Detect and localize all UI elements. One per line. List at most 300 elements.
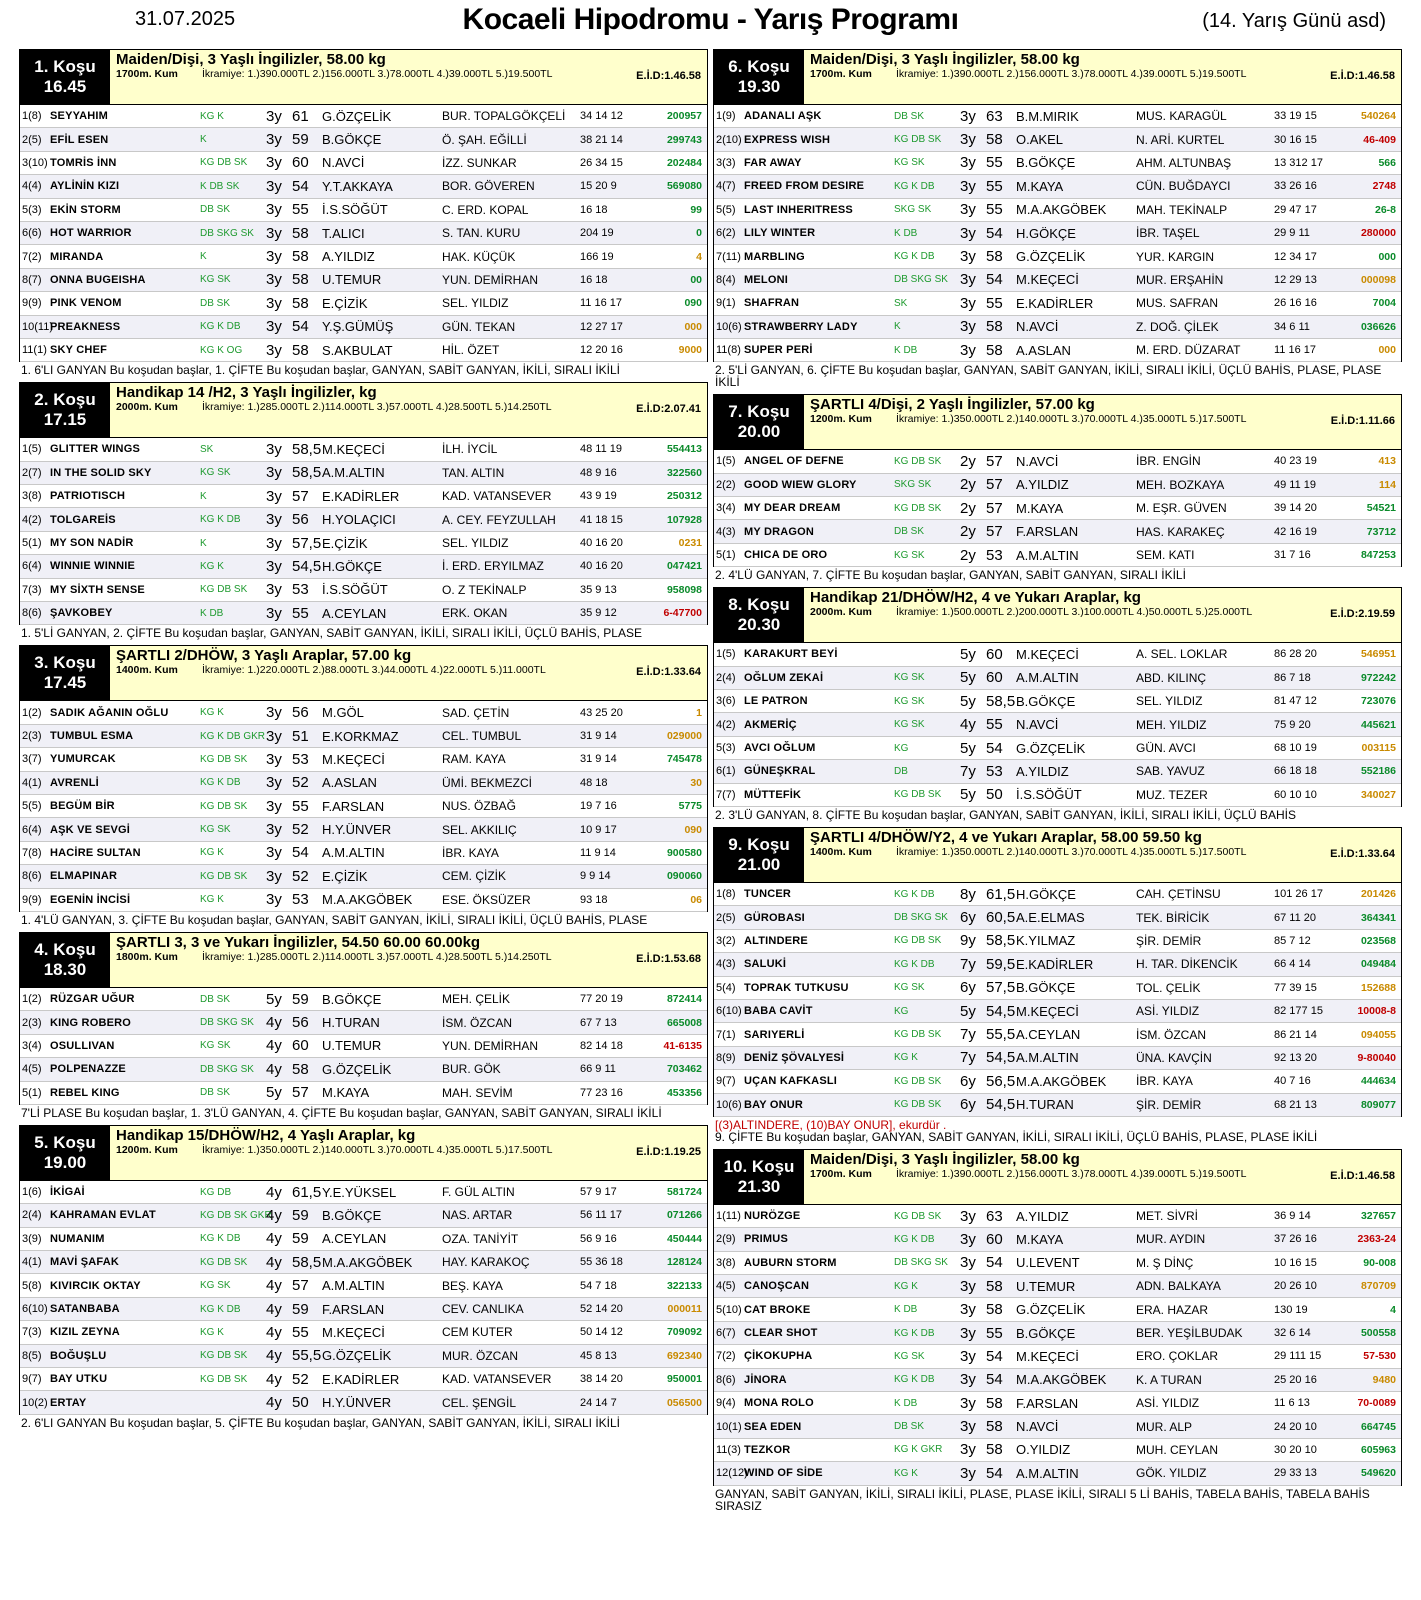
stats: 31 7 16 bbox=[1274, 549, 1311, 562]
weight: 53 bbox=[292, 581, 309, 599]
equipment: KG K bbox=[200, 560, 224, 572]
horse-row[interactable] bbox=[20, 339, 707, 362]
horse-name[interactable]: RÜZGAR UĞUR bbox=[50, 993, 135, 1006]
horse-name[interactable]: AUBURN STORM bbox=[744, 1256, 837, 1269]
horse-row[interactable] bbox=[20, 128, 707, 151]
race-title: Handikap 15/DHÖW/H2, 4 Yaşlı Araplar, kg bbox=[116, 1126, 416, 1144]
horse-row[interactable] bbox=[20, 485, 707, 508]
horse-name[interactable]: MELONI bbox=[744, 273, 788, 286]
horse-name[interactable]: YUMURCAK bbox=[50, 753, 116, 766]
race-prize: İkramiye: 1.)220.000TL 2.)88.000TL 3.)44.000TL 4.)22.000TL 5.)11.000TL bbox=[202, 664, 546, 677]
trainer: ERK. OKAN bbox=[442, 606, 508, 621]
horse-row[interactable] bbox=[20, 222, 707, 245]
horse-name[interactable]: ADANALI AŞK bbox=[744, 110, 822, 123]
horse-row[interactable] bbox=[20, 152, 707, 175]
horse-age: 3y bbox=[960, 1464, 976, 1482]
horse-name[interactable]: MY DRAGON bbox=[744, 525, 815, 538]
horse-name[interactable]: LILY WINTER bbox=[744, 227, 816, 240]
horse-name[interactable]: PATRIOTISCH bbox=[50, 490, 126, 503]
horse-row[interactable] bbox=[20, 795, 707, 818]
horse-name[interactable]: CHICA DE ORO bbox=[744, 549, 828, 562]
horse-row[interactable] bbox=[20, 1058, 707, 1081]
horse-number: 5(3) bbox=[716, 742, 736, 754]
horse-name[interactable]: UÇAN KAFKASLI bbox=[744, 1075, 838, 1088]
stats: 41 18 15 bbox=[580, 513, 623, 526]
horse-name[interactable]: TOLGAREİS bbox=[50, 513, 116, 526]
horse-number: 5(10) bbox=[716, 1303, 742, 1316]
form-code: 000 bbox=[684, 320, 702, 333]
horse-name[interactable]: SEYYAHIM bbox=[50, 110, 109, 123]
race-bet-note bbox=[19, 1105, 708, 1119]
horse-row[interactable] bbox=[714, 339, 1401, 362]
horse-row[interactable] bbox=[20, 701, 707, 724]
horse-row[interactable] bbox=[714, 1415, 1401, 1438]
horse-name[interactable]: İKİGAİ bbox=[50, 1186, 85, 1199]
weight: 61,5 bbox=[986, 885, 1016, 903]
jockey: E.ÇİZİK bbox=[322, 295, 368, 311]
equipment: KG K bbox=[894, 1280, 918, 1292]
horse-row[interactable] bbox=[714, 977, 1401, 1000]
horse-row[interactable] bbox=[20, 772, 707, 795]
horse-row[interactable] bbox=[714, 1070, 1401, 1093]
form-code: 128124 bbox=[666, 1256, 702, 1269]
race-meta bbox=[116, 951, 701, 964]
horse-row[interactable] bbox=[714, 643, 1401, 666]
horse-number: 8(9) bbox=[716, 1051, 736, 1064]
horse-name[interactable]: ALTINDERE bbox=[744, 934, 808, 947]
form-code: 745478 bbox=[666, 753, 702, 766]
horse-row[interactable] bbox=[714, 474, 1401, 497]
horse-name[interactable]: SEA EDEN bbox=[744, 1420, 802, 1433]
horse-age: 3y bbox=[960, 1277, 976, 1295]
horse-row[interactable] bbox=[714, 1462, 1401, 1485]
horse-name[interactable]: MY DEAR DREAM bbox=[744, 502, 841, 515]
horse-name[interactable]: ERTAY bbox=[50, 1396, 87, 1409]
horse-row[interactable] bbox=[714, 269, 1401, 292]
race-record-time: E.İ.D:2.07.41 bbox=[636, 403, 701, 416]
horse-row[interactable] bbox=[714, 1298, 1401, 1321]
horse-name[interactable]: HACİRE SULTAN bbox=[50, 846, 141, 859]
horse-name[interactable]: CANOŞCAN bbox=[744, 1280, 810, 1293]
stats: 12 20 16 bbox=[580, 344, 623, 357]
horse-row[interactable] bbox=[20, 508, 707, 531]
horse-name[interactable]: EKİN STORM bbox=[50, 203, 121, 216]
horse-row[interactable] bbox=[20, 199, 707, 222]
form-code: 000 bbox=[1378, 250, 1396, 263]
horse-row[interactable] bbox=[20, 292, 707, 315]
stats: 29 47 17 bbox=[1274, 203, 1317, 216]
horse-name[interactable]: MY SİXTH SENSE bbox=[50, 583, 145, 596]
horse-name[interactable]: BAY UTKU bbox=[50, 1373, 108, 1386]
horse-row[interactable] bbox=[714, 497, 1401, 520]
horse-row[interactable] bbox=[20, 1228, 707, 1251]
stats: 130 19 bbox=[1274, 1303, 1308, 1316]
bet-types: 2. 6'LI GANYAN Bu koşudan başlar, 5. ÇİFTE Bu koşudan başlar, GANYAN, SABİT GANYAN, İKİLİ, SIRALI İKİLİ bbox=[21, 1415, 620, 1430]
horse-row[interactable] bbox=[714, 1369, 1401, 1392]
horse-name[interactable]: SATANBABA bbox=[50, 1303, 120, 1316]
weight: 54,5 bbox=[986, 1002, 1016, 1020]
horse-row[interactable] bbox=[20, 1181, 707, 1204]
horse-row[interactable] bbox=[20, 865, 707, 888]
horse-row[interactable] bbox=[714, 1205, 1401, 1228]
horse-row[interactable] bbox=[20, 1274, 707, 1297]
race-record-time: E.İ.D:1.33.64 bbox=[636, 666, 701, 679]
form-code: 000 bbox=[1378, 344, 1396, 357]
horse-name[interactable]: MIRANDA bbox=[50, 250, 104, 263]
horse-row[interactable] bbox=[714, 292, 1401, 315]
horse-name[interactable]: STRAWBERRY LADY bbox=[744, 320, 858, 333]
horse-name[interactable]: IN THE SOLID SKY bbox=[50, 466, 152, 479]
horse-row[interactable] bbox=[20, 1298, 707, 1321]
jockey: E.ÇİZİK bbox=[322, 868, 368, 884]
horse-row[interactable] bbox=[20, 988, 707, 1011]
jockey: B.GÖKÇE bbox=[1016, 980, 1076, 996]
horse-row[interactable] bbox=[714, 667, 1401, 690]
horse-age: 3y bbox=[266, 154, 282, 172]
race-block bbox=[19, 382, 708, 639]
stats: 77 39 15 bbox=[1274, 981, 1317, 994]
horse-age: 5y bbox=[960, 669, 976, 687]
equipment: KG DB SK bbox=[894, 789, 942, 801]
horse-name[interactable]: SADIK AĞANIN OĞLU bbox=[50, 706, 169, 719]
equipment: KG DB SK bbox=[894, 935, 942, 947]
horse-name[interactable]: KIZIL ZEYNA bbox=[50, 1326, 120, 1339]
horse-name[interactable]: BAY ONUR bbox=[744, 1098, 804, 1111]
race-time: 20.30 bbox=[737, 615, 781, 635]
horse-row[interactable] bbox=[20, 555, 707, 578]
equipment: KG K DB bbox=[894, 958, 935, 970]
horse-name[interactable]: OĞLUM ZEKAİ bbox=[744, 671, 824, 684]
horse-row[interactable] bbox=[714, 1439, 1401, 1462]
stats: 86 21 14 bbox=[1274, 1028, 1317, 1041]
horse-row[interactable] bbox=[714, 1322, 1401, 1345]
horse-row[interactable] bbox=[20, 1204, 707, 1227]
horse-row[interactable] bbox=[714, 316, 1401, 339]
horse-name[interactable]: KIVIRCIK OKTAY bbox=[50, 1279, 141, 1292]
weight: 58 bbox=[292, 248, 309, 266]
jockey: A.M.ALTIN bbox=[322, 845, 385, 861]
form-code: 364341 bbox=[1360, 911, 1396, 924]
equipment: SKG SK bbox=[894, 479, 932, 491]
equipment: KG K bbox=[894, 1467, 918, 1479]
horse-row[interactable] bbox=[20, 889, 707, 912]
race-number-box bbox=[20, 1126, 110, 1180]
race-header bbox=[19, 645, 708, 701]
horse-name[interactable]: FREED FROM DESIRE bbox=[744, 180, 865, 193]
horse-name[interactable]: LAST INHERITRESS bbox=[744, 203, 853, 216]
horse-name[interactable]: NURÖZGE bbox=[744, 1210, 801, 1223]
horse-name[interactable]: CAT BROKE bbox=[744, 1303, 811, 1316]
race-prize: İkramiye: 1.)350.000TL 2.)140.000TL 3.)70.000TL 4.)35.000TL 5.)17.500TL bbox=[202, 1143, 553, 1156]
horse-name[interactable]: KING ROBERO bbox=[50, 1016, 132, 1029]
horse-name[interactable]: WIND OF SİDE bbox=[744, 1467, 823, 1480]
trainer: M. Ş DİNÇ bbox=[1136, 1255, 1194, 1270]
horse-name[interactable]: GÜROBASI bbox=[744, 911, 805, 924]
horse-row[interactable] bbox=[20, 1035, 707, 1058]
horse-row[interactable] bbox=[714, 544, 1401, 567]
stats: 43 9 19 bbox=[580, 490, 617, 503]
horse-row[interactable] bbox=[20, 1082, 707, 1105]
horse-row[interactable] bbox=[20, 1345, 707, 1368]
horse-name[interactable]: BOĞUŞLU bbox=[50, 1349, 107, 1362]
horse-row[interactable] bbox=[714, 906, 1401, 929]
horse-row[interactable] bbox=[714, 930, 1401, 953]
horse-age: 6y bbox=[960, 979, 976, 997]
race-record-time: E.İ.D:1.53.68 bbox=[636, 952, 701, 965]
horse-row[interactable] bbox=[20, 1368, 707, 1391]
horse-row[interactable] bbox=[714, 784, 1401, 807]
weight: 54 bbox=[292, 177, 309, 195]
horse-age: 3y bbox=[266, 604, 282, 622]
trainer: MUS. KARAGÜL bbox=[1136, 109, 1227, 124]
stats: 13 312 17 bbox=[1274, 156, 1323, 169]
stats: 166 19 bbox=[580, 250, 614, 263]
horse-name[interactable]: POLPENAZZE bbox=[50, 1063, 126, 1076]
equipment: KG K bbox=[894, 1052, 918, 1064]
horse-name[interactable]: WINNIE WINNIE bbox=[50, 560, 136, 573]
horse-number: 8(6) bbox=[22, 870, 42, 883]
horse-name[interactable]: PREAKNESS bbox=[50, 320, 121, 333]
horse-name[interactable]: PINK VENOM bbox=[50, 297, 122, 310]
horse-name[interactable]: SUPER PERİ bbox=[744, 344, 813, 357]
horse-row[interactable] bbox=[20, 1251, 707, 1274]
horse-row[interactable] bbox=[20, 818, 707, 841]
horse-row[interactable] bbox=[20, 602, 707, 625]
horse-name[interactable]: BABA CAVİT bbox=[744, 1005, 813, 1018]
horse-row[interactable] bbox=[714, 690, 1401, 713]
horse-name[interactable]: TOMRİS İNN bbox=[50, 156, 117, 169]
stats: 48 11 19 bbox=[580, 443, 623, 456]
trainer: İSM. ÖZCAN bbox=[442, 1015, 513, 1030]
horse-row[interactable] bbox=[714, 1345, 1401, 1368]
horse-name[interactable]: ANGEL OF DEFNE bbox=[744, 455, 844, 468]
horse-name[interactable]: AYLİNİN KIZI bbox=[50, 180, 120, 193]
horse-age: 2y bbox=[960, 499, 976, 517]
form-code: 201426 bbox=[1360, 888, 1396, 901]
horse-number: 11(8) bbox=[716, 344, 741, 357]
horse-row[interactable] bbox=[20, 175, 707, 198]
horse-age: 3y bbox=[960, 1324, 976, 1342]
horse-name[interactable]: ŞAVKOBEY bbox=[50, 607, 113, 620]
jockey: M.A.AKGÖBEK bbox=[322, 892, 413, 908]
horse-name[interactable]: GOOD WIEW GLORY bbox=[744, 478, 857, 491]
horse-name[interactable]: SARIYERLİ bbox=[744, 1028, 805, 1041]
horse-row[interactable] bbox=[20, 1391, 707, 1414]
horse-age: 3y bbox=[960, 1371, 976, 1389]
horse-row[interactable] bbox=[714, 105, 1401, 128]
horse-name[interactable]: BEGÜM BİR bbox=[50, 800, 115, 813]
horse-row[interactable] bbox=[714, 1047, 1401, 1070]
horse-name[interactable]: FAR AWAY bbox=[744, 156, 802, 169]
equipment: KG DB SK bbox=[200, 157, 248, 169]
horse-row[interactable] bbox=[714, 245, 1401, 268]
horse-row[interactable] bbox=[714, 1023, 1401, 1046]
horse-row[interactable] bbox=[714, 1252, 1401, 1275]
horse-row[interactable] bbox=[714, 1392, 1401, 1415]
jockey: M.KEÇECİ bbox=[1016, 1003, 1079, 1019]
trainer: İBR. TAŞEL bbox=[1136, 226, 1200, 241]
horse-name[interactable]: MÜTTEFİK bbox=[744, 788, 802, 801]
horse-name[interactable]: MAVİ ŞAFAK bbox=[50, 1256, 120, 1269]
weight: 53 bbox=[986, 546, 1003, 564]
horse-name[interactable]: ELMAPINAR bbox=[50, 870, 118, 883]
weight: 54 bbox=[986, 271, 1003, 289]
race-prize: İkramiye: 1.)500.000TL 2.)200.000TL 3.)100.000TL 4.)50.000TL 5.)25.000TL bbox=[896, 606, 1253, 619]
stats: 20 26 10 bbox=[1274, 1280, 1317, 1293]
horse-name[interactable]: TUNCER bbox=[744, 888, 792, 901]
horse-name[interactable]: REBEL KING bbox=[50, 1086, 120, 1099]
horse-row[interactable] bbox=[714, 1228, 1401, 1251]
jockey: A.M.ALTIN bbox=[322, 465, 385, 481]
form-code: 071266 bbox=[666, 1209, 702, 1222]
race-header bbox=[19, 1125, 708, 1181]
horse-row[interactable] bbox=[714, 152, 1401, 175]
horse-name[interactable]: EGENİN İNCİSİ bbox=[50, 893, 131, 906]
stats: 101 26 17 bbox=[1274, 888, 1323, 901]
horse-number: 8(5) bbox=[22, 1349, 42, 1362]
trainer: H. TAR. DİKENCİK bbox=[1136, 957, 1238, 972]
horse-name[interactable]: TOPRAK TUTKUSU bbox=[744, 981, 849, 994]
horse-row[interactable] bbox=[20, 245, 707, 268]
horse-row[interactable] bbox=[714, 1094, 1401, 1117]
horse-row[interactable] bbox=[714, 953, 1401, 976]
horse-name[interactable]: MARBLING bbox=[744, 250, 805, 263]
equipment: K bbox=[200, 537, 207, 549]
jockey: M.KAYA bbox=[322, 1085, 370, 1101]
horse-name[interactable]: GÜNEŞKRAL bbox=[744, 765, 816, 778]
horse-row[interactable] bbox=[714, 737, 1401, 760]
horse-row[interactable] bbox=[20, 1321, 707, 1344]
horse-name[interactable]: KAHRAMAN EVLAT bbox=[50, 1209, 156, 1222]
horse-name[interactable]: SALUKİ bbox=[744, 958, 787, 971]
race-info bbox=[804, 588, 1401, 642]
horse-row[interactable] bbox=[20, 1011, 707, 1034]
horse-name[interactable]: EXPRESS WISH bbox=[744, 133, 831, 146]
horse-row[interactable] bbox=[20, 438, 707, 461]
horse-name[interactable]: MONA ROLO bbox=[744, 1397, 814, 1410]
horse-row[interactable] bbox=[20, 105, 707, 128]
horse-row[interactable] bbox=[714, 199, 1401, 222]
trainer: CEL. TUMBUL bbox=[442, 729, 522, 743]
jockey: M.KEÇECİ bbox=[322, 441, 385, 457]
weight: 58,5 bbox=[292, 1253, 322, 1271]
stats: 40 16 20 bbox=[580, 560, 623, 573]
horse-name[interactable]: KARAKURT BEYİ bbox=[744, 648, 838, 661]
horse-row[interactable] bbox=[20, 532, 707, 555]
horse-row[interactable] bbox=[714, 128, 1401, 151]
trainer: MEH. ÇELİK bbox=[442, 992, 511, 1007]
horse-name[interactable]: ÇİKOKUPHA bbox=[744, 1350, 813, 1363]
weight: 55 bbox=[292, 604, 309, 622]
horse-name[interactable]: AŞK VE SEVGİ bbox=[50, 823, 131, 836]
jockey: K.YILMAZ bbox=[1016, 933, 1076, 949]
equipment: DB SKG SK bbox=[894, 912, 948, 924]
horse-name[interactable]: HOT WARRIOR bbox=[50, 227, 132, 240]
horse-name[interactable]: MY SON NADİR bbox=[50, 537, 134, 550]
horse-row[interactable] bbox=[20, 462, 707, 485]
stats: 11 16 17 bbox=[580, 297, 623, 310]
horse-row[interactable] bbox=[714, 1000, 1401, 1023]
horse-name[interactable]: OSULLIVAN bbox=[50, 1039, 115, 1052]
horse-age: 4y bbox=[960, 716, 976, 734]
horse-row[interactable] bbox=[714, 1275, 1401, 1298]
equipment: SKG SK bbox=[894, 204, 932, 216]
horse-number: 3(8) bbox=[716, 1256, 736, 1269]
horse-row[interactable] bbox=[714, 520, 1401, 543]
horse-name[interactable]: SHAFRAN bbox=[744, 297, 800, 310]
horse-name[interactable]: GLITTER WINGS bbox=[50, 443, 140, 456]
horse-age: 3y bbox=[960, 131, 976, 149]
horse-name[interactable]: LE PATRON bbox=[744, 695, 808, 708]
stats: 36 9 14 bbox=[1274, 1210, 1311, 1223]
horse-row[interactable] bbox=[714, 450, 1401, 473]
horse-name[interactable]: NUMANIM bbox=[50, 1232, 105, 1245]
horse-name[interactable]: SKY CHEF bbox=[50, 344, 108, 357]
jockey: A.M.ALTIN bbox=[1016, 1050, 1079, 1066]
form-code: 00 bbox=[690, 273, 702, 286]
trainer: İBR. KAYA bbox=[442, 845, 499, 860]
horse-name[interactable]: PRIMUS bbox=[744, 1233, 788, 1246]
trainer: MUS. SAFRAN bbox=[1136, 296, 1219, 311]
trainer: MET. SİVRİ bbox=[1136, 1209, 1199, 1224]
horse-row[interactable] bbox=[20, 725, 707, 748]
jockey: B.M.MIRIK bbox=[1016, 108, 1079, 124]
horse-row[interactable] bbox=[714, 883, 1401, 906]
equipment: K bbox=[200, 490, 207, 502]
horse-number: 5(5) bbox=[22, 800, 42, 813]
horse-name[interactable]: TEZKOR bbox=[744, 1443, 791, 1456]
horse-number: 6(1) bbox=[716, 765, 736, 778]
race-time: 17.15 bbox=[43, 410, 87, 430]
horse-name[interactable]: EFİL ESEN bbox=[50, 133, 109, 146]
weight: 57 bbox=[292, 487, 309, 505]
race-title: Maiden/Dişi, 3 Yaşlı İngilizler, 58.00 kg bbox=[810, 51, 1080, 68]
horse-row[interactable] bbox=[714, 175, 1401, 198]
race-time: 17.45 bbox=[43, 673, 87, 693]
equipment: KG K DB bbox=[200, 1233, 241, 1245]
stats: 66 18 18 bbox=[1274, 765, 1317, 778]
race-distance: 2000m. Kum bbox=[810, 606, 872, 619]
horse-row[interactable] bbox=[20, 748, 707, 771]
form-code: 566 bbox=[1378, 156, 1396, 169]
horse-row[interactable] bbox=[20, 316, 707, 339]
horse-name[interactable]: AVRENLİ bbox=[50, 776, 99, 789]
weight: 55,5 bbox=[986, 1026, 1016, 1044]
trainer: N. ARİ. KURTEL bbox=[1136, 132, 1225, 147]
horse-name[interactable]: DENİZ ŞÖVALYESİ bbox=[744, 1051, 845, 1064]
equipment: SK bbox=[200, 443, 214, 455]
race-prize: İkramiye: 1.)350.000TL 2.)140.000TL 3.)70.000TL 4.)35.000TL 5.)17.500TL bbox=[896, 413, 1247, 426]
horse-row[interactable] bbox=[714, 760, 1401, 783]
horse-number: 3(9) bbox=[22, 1232, 42, 1245]
horse-name[interactable]: CLEAR SHOT bbox=[744, 1327, 818, 1340]
horse-name[interactable]: TUMBUL ESMA bbox=[50, 730, 134, 742]
horse-row[interactable] bbox=[20, 269, 707, 292]
horse-row[interactable] bbox=[20, 579, 707, 602]
race-time: 16.45 bbox=[43, 77, 87, 96]
horse-name[interactable]: ONNA BUGEISHA bbox=[50, 273, 146, 286]
horse-row[interactable] bbox=[714, 713, 1401, 736]
horse-name[interactable]: AVCI OĞLUM bbox=[744, 742, 816, 754]
horse-row[interactable] bbox=[714, 222, 1401, 245]
horse-name[interactable]: JİNORA bbox=[744, 1373, 787, 1386]
trainer: S. TAN. KURU bbox=[442, 226, 521, 241]
trainer: ASİ. YILDIZ bbox=[1136, 1004, 1200, 1019]
horse-name[interactable]: AKMERİÇ bbox=[744, 718, 797, 731]
horse-row[interactable] bbox=[20, 842, 707, 865]
stats: 16 18 bbox=[580, 203, 608, 216]
horse-number: 5(4) bbox=[716, 981, 736, 994]
